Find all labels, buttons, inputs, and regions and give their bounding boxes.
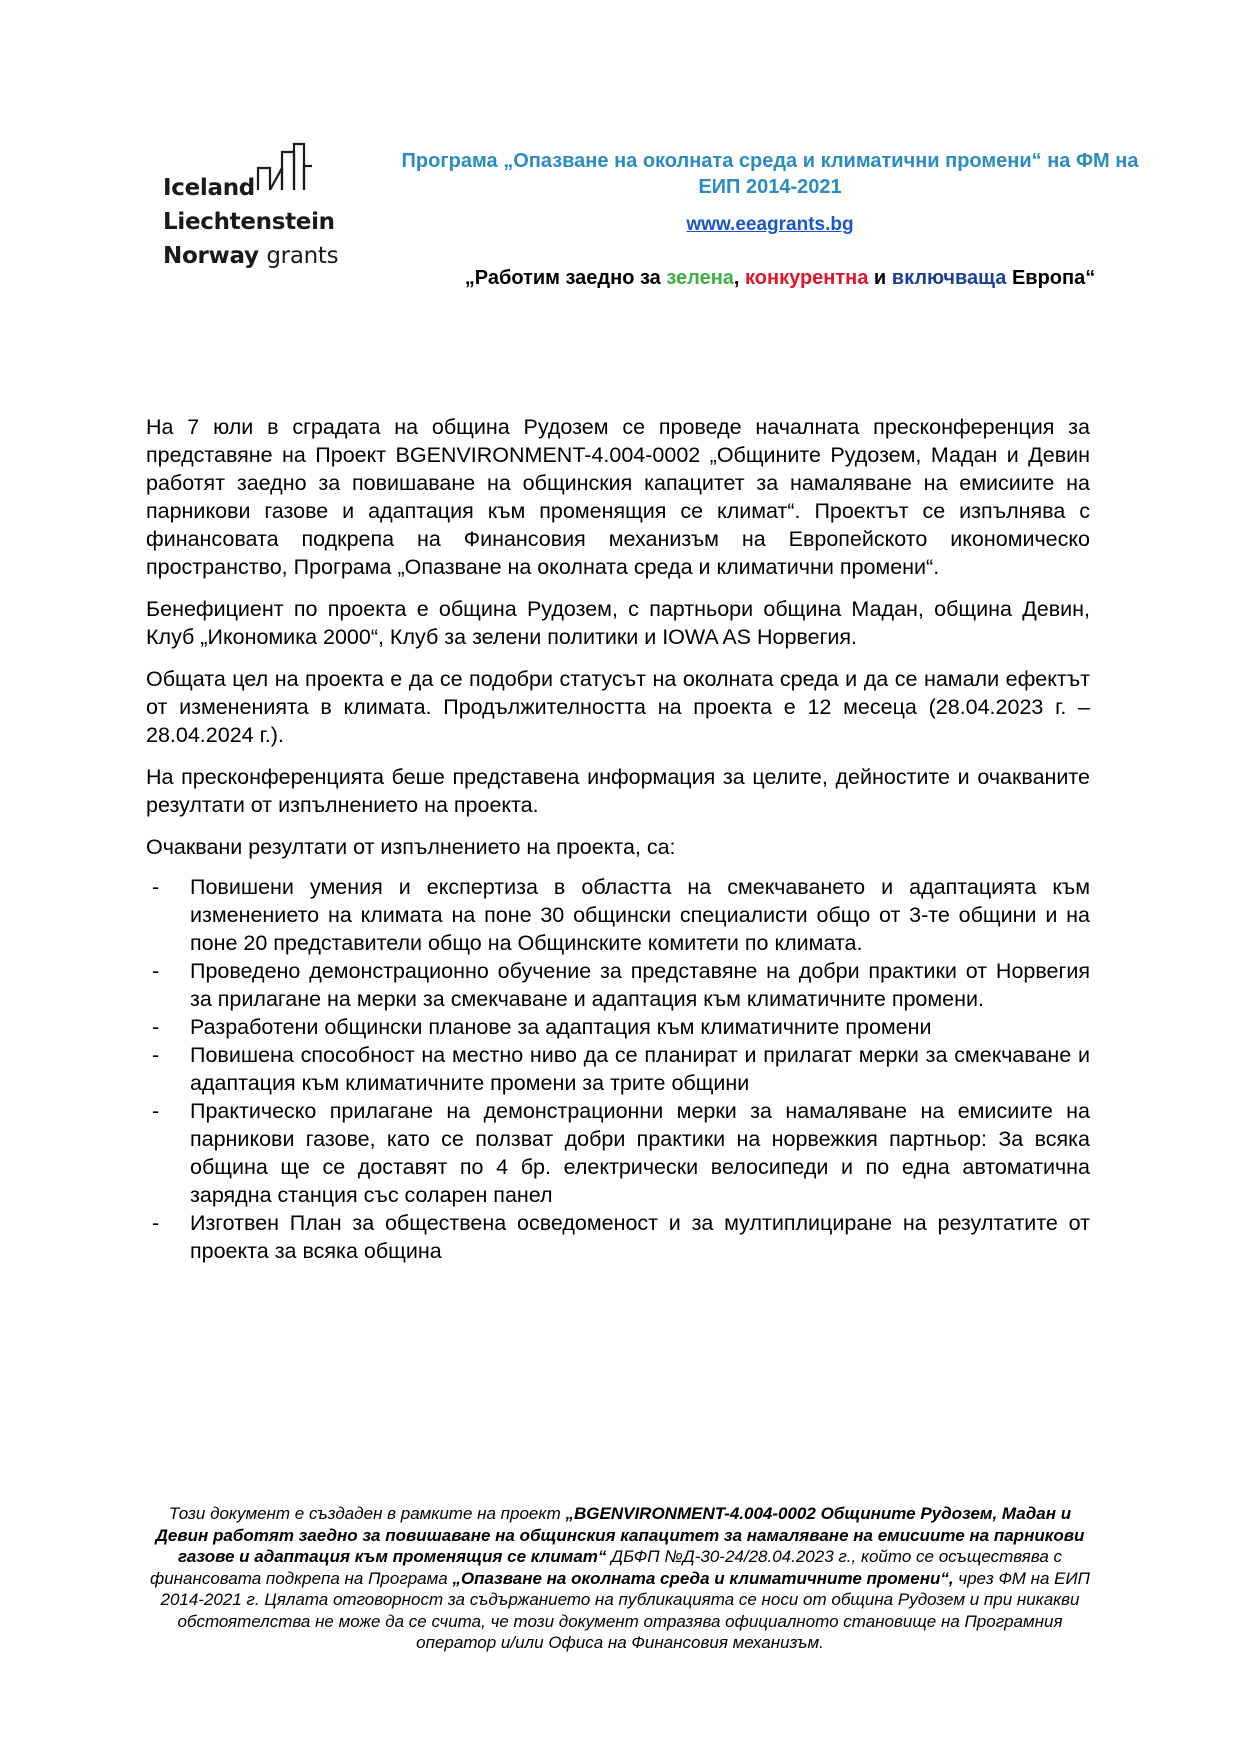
- slogan-green-word: зелена: [666, 267, 734, 289]
- slogan: [400, 267, 1160, 290]
- bullet-dash: -: [152, 1043, 160, 1067]
- list-item: [146, 1041, 1090, 1097]
- list-item: [146, 1013, 1090, 1041]
- slogan-end: Европа“: [1006, 267, 1096, 289]
- program-header: [390, 148, 1150, 236]
- logo-text-iceland: Iceland: [163, 175, 255, 201]
- list-item-text: Изготвен План за обществена осведоменост и за мултиплициране на резултатите от проекта за всяка община: [190, 1211, 1090, 1263]
- paragraph-goal: Общата цел на проекта е да се подобри статусът на околната среда и да се намали ефектът от измененията в климата. Продължителността на проекта е 12 месеца (28.04.2023 г. – 28.04.2024 г.).: [146, 667, 1090, 747]
- slogan-separator-2: и: [868, 267, 892, 289]
- eea-grants-logo-mark-icon: [256, 142, 314, 192]
- list-item-text: Проведено демонстрационно обучение за представяне на добри практики от Норвегия за прилагане на мерки за смекчаване и адаптация към климатичните промени.: [190, 959, 1090, 1011]
- bullet-dash: -: [152, 1099, 160, 1123]
- website-link[interactable]: www.eeagrants.bg: [686, 214, 854, 235]
- footer-text-1: Този документ е създаден в рамките на проект: [168, 1504, 566, 1523]
- logo-text-grants: grants: [266, 243, 339, 269]
- results-intro: Очаквани резултати от изпълнението на проекта, са:: [146, 835, 676, 859]
- bullet-dash: -: [152, 959, 160, 983]
- footer-text-2: ДБФП №Д-30-24/28.04.2023 г., който се осъществява с финансовата подкрепа на Програма: [150, 1547, 1063, 1588]
- slogan-red-word: конкурентна: [745, 267, 869, 289]
- eea-grants-logo: [163, 142, 363, 272]
- list-item: [146, 873, 1090, 957]
- logo-text-norway: Norway: [163, 243, 259, 269]
- paragraph-beneficiary: Бенефициент по проекта е община Рудозем, с партньори община Мадан, община Девин, Клуб „Икономика 2000“, Клуб за зелени политики и IOWA AS Норвегия.: [146, 597, 1090, 649]
- list-item: [146, 1209, 1090, 1265]
- bullet-dash: -: [152, 1015, 160, 1039]
- logo-text-norway-grants: [163, 245, 338, 268]
- list-item-text: Повишени умения и експертиза в областта на смекчаването и адаптацията към изменението на климата на поне 30 общински специалисти общо от 3-те общини и на поне 20 представители общо на Общинските комитети по климата.: [190, 875, 1090, 955]
- list-item-text: Разработени общински планове за адаптация към климатичните промени: [190, 1015, 932, 1039]
- results-list: [146, 873, 1090, 1265]
- footer-program-name: „Опазване на околната среда и климатичните промени“,: [452, 1568, 954, 1588]
- paragraph-press-conference: На пресконференцията беше представена информация за целите, дейностите и очакваните резултати от изпълнението на проекта.: [146, 765, 1090, 817]
- list-item: [146, 1097, 1090, 1209]
- list-item-text: Практическо прилагане на демонстрационни мерки за намаляване на емисиите на парникови газове, като се ползват добри практики на норвежкия партньор: За всяка община ще се доставят по 4 бр. електрически велосипеди и по една автоматична зарядна станция със соларен панел: [190, 1099, 1090, 1207]
- bullet-dash: -: [152, 1211, 160, 1235]
- slogan-blue-word: включваща: [891, 267, 1007, 289]
- list-item: [146, 957, 1090, 1013]
- slogan-separator-1: ,: [733, 267, 746, 289]
- footer-disclaimer: [150, 1503, 1090, 1654]
- program-title: Програма „Опазване на околната среда и климатични промени“ на ФМ на ЕИП 2014-2021: [401, 150, 1139, 198]
- paragraph-intro: На 7 юли в сградата на община Рудозем се проведе началната пресконференция за представяне на Проект BGENVIRONMENT-4.004-0002 „Общините Рудозем, Мадан и Девин работят заедно за повишаване на общинския капацитет за намаляване на емисиите на парникови газове и адаптация към променящия се климат“. Проектът се изпълнява с финансовата подкрепа на Финансовия механизъм на Европейското икономическо пространство, Програма „Опазване на околната среда и климатични промени“.: [146, 415, 1090, 579]
- bullet-dash: -: [152, 875, 160, 899]
- slogan-part-1: „Работим заедно за: [464, 267, 667, 289]
- footer-text-3: чрез ФМ на ЕИП 2014-2021 г. Цялата отговорност за съдържанието на публикацията се носи от община Рудозем и при никакви обстоятелства не може да се счита, че този документ отразява официалното становище на Програмния оператор и/или Офиса на Финансовия механизъм.: [160, 1568, 1091, 1652]
- logo-text-liechtenstein: Liechtenstein: [163, 209, 335, 235]
- footer-project-name: „BGENVIRONMENT-4.004-0002 Общините Рудозем, Мадан и Девин работят заедно за повишаване на общинския капацитет за намаляване на емисиите на парникови газове и адаптация към променящия се климат“: [155, 1504, 1085, 1566]
- list-item-text: Повишена способност на местно ниво да се планират и прилагат мерки за смекчаване и адаптация към климатичните промени за трите общини: [190, 1043, 1090, 1095]
- document-body: [146, 413, 1090, 1265]
